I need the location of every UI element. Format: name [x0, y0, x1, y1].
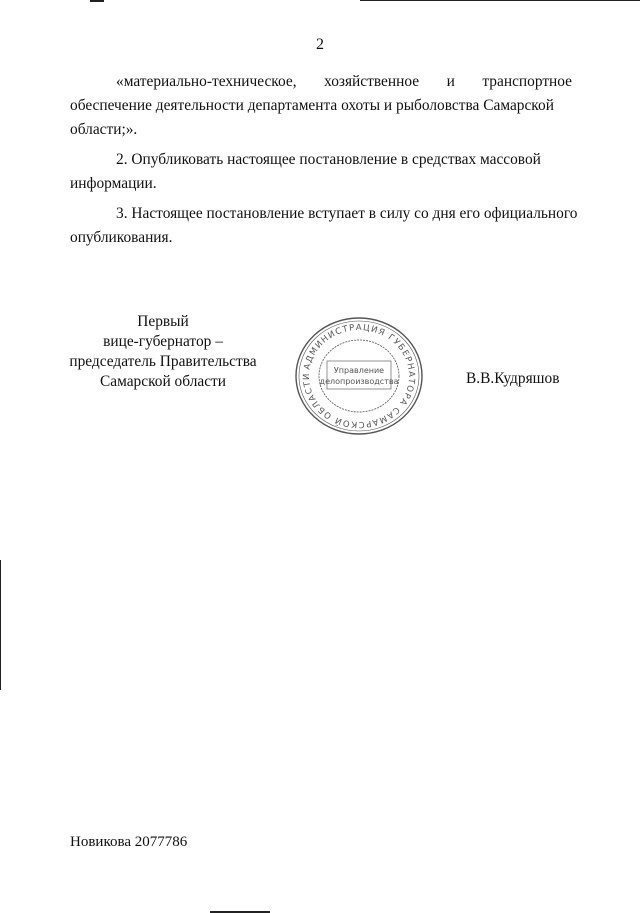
- scan-edge-top-right: [360, 0, 640, 1]
- seal-center-line: Управление: [333, 366, 385, 375]
- word: и: [446, 73, 455, 90]
- page-number: 2: [316, 36, 324, 53]
- signatory-title-line: Самарской области: [99, 373, 226, 390]
- scan-edge-left: [0, 560, 1, 690]
- document-body: [70, 70, 578, 256]
- paragraph-line: 3. Настоящее постановление вступает в силу со дня его официального: [116, 205, 578, 222]
- paragraph-line: области;».: [70, 121, 138, 138]
- word: «материально-техническое,: [116, 73, 297, 90]
- word: транспортное: [482, 73, 572, 90]
- signatory-title-line: Первый: [137, 313, 189, 330]
- paragraph-item-2: [70, 148, 572, 196]
- paragraph-line: опубликования.: [70, 229, 173, 246]
- signatory-title: [40, 312, 286, 392]
- seal-outer-text: АДМИНИСТРАЦИЯ ГУБЕРНАТОРА САМАРСКОЙ ОБЛАСТИ: [301, 322, 417, 430]
- official-seal-stamp: [293, 315, 425, 437]
- paragraph-line: обеспечение деятельности департамента охоты и рыболовства Самарской: [70, 97, 554, 114]
- word: хозяйственное: [324, 73, 420, 90]
- scan-edge-top: [90, 0, 104, 2]
- executor-note: Новикова 2077786: [70, 834, 188, 850]
- signatory-name: В.В.Кудряшов: [466, 370, 560, 387]
- paragraph-continuation: [70, 70, 572, 142]
- seal-center-line: делопроизводства: [319, 377, 399, 386]
- signatory-title-line: вице-губернатор –: [103, 333, 223, 350]
- paragraph-line: информации.: [70, 175, 157, 192]
- paragraph-line: 2. Опубликовать настоящее постановление в средствах массовой: [116, 151, 541, 168]
- paragraph-item-3: [70, 202, 578, 250]
- signatory-title-line: председатель Правительства: [69, 353, 257, 370]
- paragraph-line: [70, 70, 572, 94]
